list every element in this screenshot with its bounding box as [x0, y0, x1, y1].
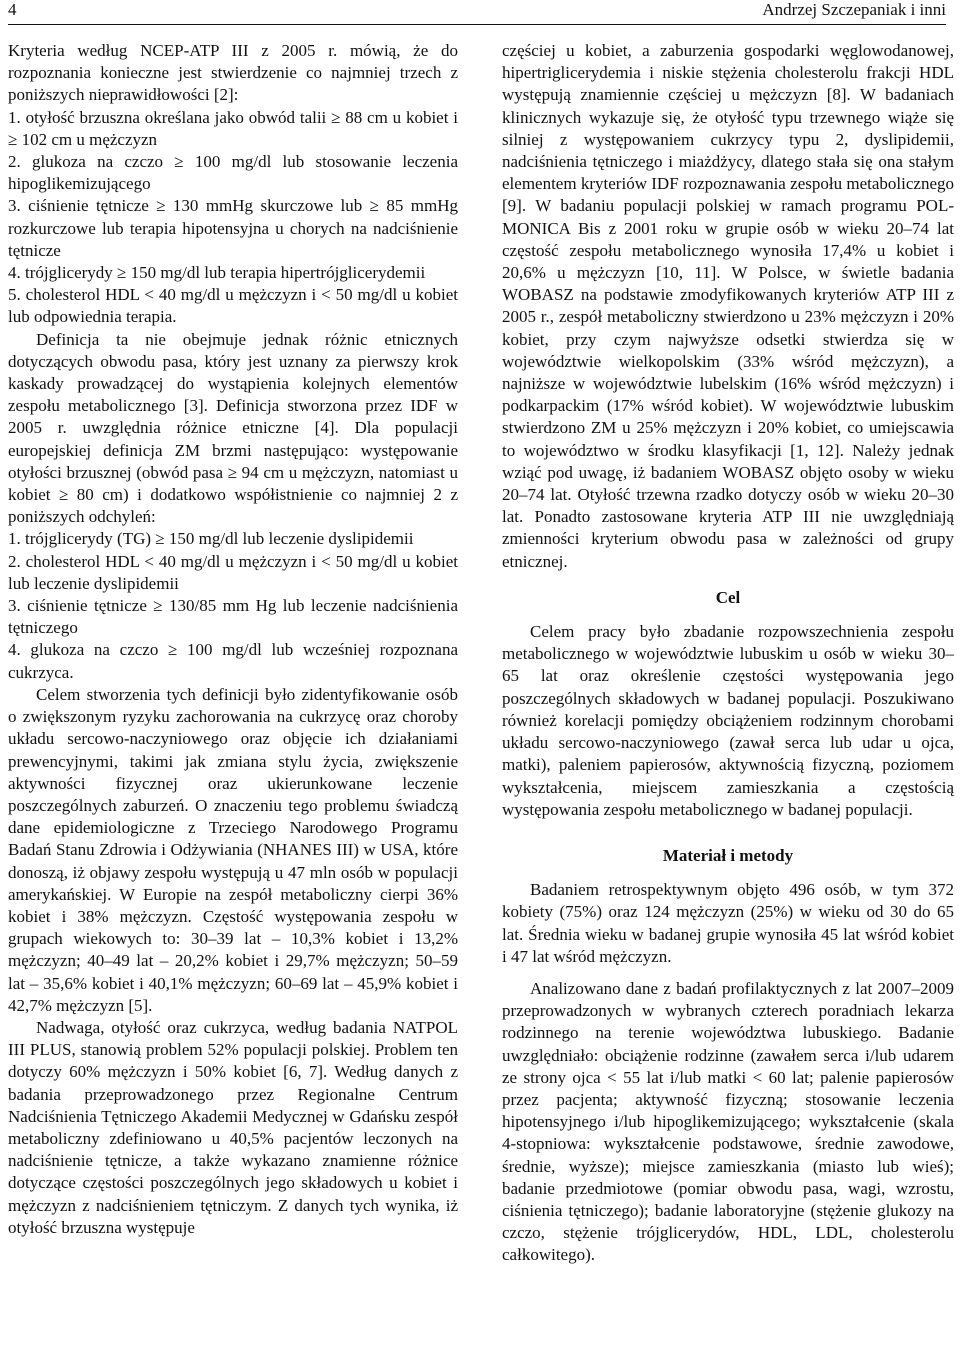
paragraph: częściej u kobiet, a zaburzenia gospodarki węglowodanowej, hipertriglicerydemia i niskie stężenia cholesterolu frakcji HDL występują znamiennie częściej u mężczyzn [8]. W badaniach klinicznych wykazuje się, że otyłość typu trzewnego wiąże się silniej z występowaniem cukrzycy typu 2, dyslipidemii, nadciśnienia tętniczego i miażdżycy, dlatego stała się ona stałym elementem kryteriów IDF rozpoznawania zespołu metabolicznego [9]. W badaniu populacji polskiej w ramach programu POL-MONICA Bis z 2001 roku w grupie osób w wieku 20–74 lat częstość zespołu metabolicznego wynosiła 17,4% u kobiet i 20,6% u mężczyzn [10, 11]. W Polsce, w świetle badania WOBASZ na podstawie zmodyfikowanych kryteriów ATP III z 2005 r., zespół metaboliczny stwierdzono u 23% mężczyzn i 20% kobiet, przy czym najwyższe odsetki stwierdza się w województwie wielkopolskim (33% wśród mężczyzn), a najniższe w województwie lubelskim (16% wśród mężczyzn) i podkarpackim (17% wśród kobiet). W województwie lubuskim stwierdzono ZM u 25% mężczyzn i 20% kobiet, co umiejscawia to województwo w środku klasyfikacji [1, 12]. Należy jednak wziąć pod uwagę, iż badaniem WOBASZ objęto osoby w wieku 20–74 lat. Otyłość trzewna rzadko dotyczy osób w wieku 20–30 lat. Ponadto zastosowane kryteria ATP III nie uwzględniają zmienności kryterium obwodu pasa w zależności od grupy etnicznej.: [502, 41, 954, 571]
paragraph: Kryteria według NCEP-ATP III z 2005 r. mówią, że do rozpoznania konieczne jest stwierdzenie co najmniej trzech z poniższych nieprawidłowości [2]:: [8, 41, 458, 105]
list-item: 1. trójglicerydy (TG) ≥ 150 mg/dl lub leczenie dyslipidemii: [8, 529, 414, 549]
paragraph: Celem pracy było zbadanie rozpowszechnienia zespołu metabolicznego w województwie lubuskim u osób w wieku 30–65 lat oraz określenie częstości występowania jego poszczególnych składowych w badanej populacji. Poszukiwano również korelacji pomiędzy obciążeniem rodzinnym chorobami układu sercowo-naczyniowego (zawał serca lub udar u ojca, matki), paleniem papierosów, aktywnością fizyczną, poziomem wykształcenia, miejscem zamieszkania a częstością występowania zespołu metabolicznego w badanej populacji.: [502, 622, 954, 819]
list-item: 2. cholesterol HDL < 40 mg/dl u mężczyzn i < 50 mg/dl u kobiet lub leczenie dyslipidemii: [8, 551, 458, 593]
spacer: [502, 821, 954, 831]
paragraph: Definicja ta nie obejmuje jednak różnic etnicznych dotyczących obwodu pasa, który jest uznany za pierwszy krok kaskady prowadzącej do wystąpienia kolejnych elementów zespołu metabolicznego [3]. Definicja stworzona przez IDF w 2005 r. uwzględnia różnice etniczne [4]. Dla populacji europejskiej definicja ZM brzmi następująco: występowanie otyłości brzusznej (obwód pasa ≥ 94 cm u mężczyzn, natomiast u kobiet ≥ 80 cm) i dodatkowo współistnienie co najmniej 2 z poniższych odchyleń:: [8, 329, 458, 527]
list-item: 2. glukoza na czczo ≥ 100 mg/dl lub stosowanie leczenia hipoglikemizującego: [8, 152, 458, 194]
paragraph: Nadwaga, otyłość oraz cukrzyca, według badania NATPOL III PLUS, stanowią problem 52% populacji polskiej. Problem ten dotyczy 60% mężczyzn i 50% kobiet [6, 7]. Według danych z badania przeprowadzonego przez Regionalne Centrum Nadciśnienia Tętniczego Akademii Medycznej w Gdańsku zespół metaboliczny zdefiniowano u 40,5% pacjentów leczonych na nadciśnienie tętnicze, a także wykazano znamienne różnice dotyczące częstości poszczególnych jego składowych u kobiet i mężczyzn z nadciśnieniem tętniczym. Z danych tych wynika, iż otyłość brzuszna występuje: [8, 1017, 458, 1237]
page-header: [0, 0, 960, 32]
paragraph: Badaniem retrospektywnym objęto 496 osób, w tym 372 kobiety (75%) oraz 124 mężczyzn (25%) w wieku od 30 do 65 lat. Średnia wieku w badanej grupie wynosiła 45 lat wśród kobiet i 47 lat wśród mężczyzn.: [502, 880, 954, 966]
list-item: 5. cholesterol HDL < 40 mg/dl u mężczyzn i < 50 mg/dl u kobiet lub odpowiednia terapia.: [8, 285, 458, 327]
section-heading-cel: Cel: [715, 587, 741, 607]
right-column: [502, 40, 954, 1267]
section-heading-methods: Materiał i metody: [662, 845, 794, 865]
list-item: 3. ciśnienie tętnicze ≥ 130/85 mm Hg lub leczenie nadciśnienia tętniczego: [8, 596, 458, 638]
paragraph: Celem stworzenia tych definicji było zidentyfikowanie osób o zwiększonym ryzyku zachorowania na cukrzycę oraz choroby układu sercowo-naczyniowego oraz objęcie ich działaniami prewencyjnymi, takimi jak zmiana stylu życia, zwiększenie aktywności fizycznej oraz ukierunkowane leczenie poszczególnych zaburzeń. O znaczeniu tego problemu świadczą dane epidemiologiczne z Trzeciego Narodowego Programu Badań Stanu Zdrowia i Odżywiania (NHANES III) w USA, które donoszą, iż objawy zespołu występują u 47 mln osób w populacji amerykańskiej. W Europie na zespół metaboliczny cierpi 36% kobiet i 38% mężczyzn. Częstość występowania zespołu w grupach wiekowych to: 30–39 lat – 10,3% kobiet i 13,2% mężczyzn; 40–49 lat – 20,2% kobiet i 29,7% mężczyzn; 50–59 lat – 35,6% kobiet i 40,1% mężczyzn; 60–69 lat – 45,9% kobiet i 42,7% mężczyzn [5].: [8, 684, 458, 1015]
header-rule: [8, 24, 946, 25]
list-item: 4. glukoza na czczo ≥ 100 mg/dl lub wcześniej rozpoznana cukrzyca.: [8, 640, 458, 682]
list-item: 3. ciśnienie tętnicze ≥ 130 mmHg skurczowe lub ≥ 85 mmHg rozkurczowe lub terapia hipotensyjna u chorych na nadciśnienie tętnicze: [8, 196, 458, 260]
left-column: [8, 40, 458, 1239]
page-number: 4: [8, 0, 17, 19]
running-title: Andrzej Szczepaniak i inni: [762, 0, 946, 19]
list-item: 1. otyłość brzuszna określana jako obwód talii ≥ 88 cm u kobiet i ≥ 102 cm u mężczyzn: [8, 107, 458, 149]
spacer: [502, 968, 954, 978]
paragraph: Analizowano dane z badań profilaktycznych z lat 2007–2009 przeprowadzonych w wybranych czterech poradniach lekarza rodzinnego na terenie województwa lubuskiego. Badanie uwzględniało: obciążenie rodzinne (zawałem serca i/lub udarem ze strony ojca < 55 lat i/lub matki < 60 lat; palenie papierosów przez pacjenta; aktywność fizyczną; stosowanie leczenia hipotensyjnego i/lub hipoglikemizującego; wykształcenie (skala 4-stopniowa: wykształcenie podstawowe, średnie zawodowe, średnie, wyższe); miejsce zamieszkania (miasto lub wieś); badanie przedmiotowe (pomiar obwodu pasa, wagi, wzrostu, ciśnienia tętniczego); badanie laboratoryjne (stężenie glukozy na czczo, stężenie trójglicerydów, HDL, LDL, cholesterolu całkowitego).: [502, 978, 954, 1265]
list-item: 4. trójglicerydy ≥ 150 mg/dl lub terapia hipertrójglicerydemii: [8, 263, 426, 283]
